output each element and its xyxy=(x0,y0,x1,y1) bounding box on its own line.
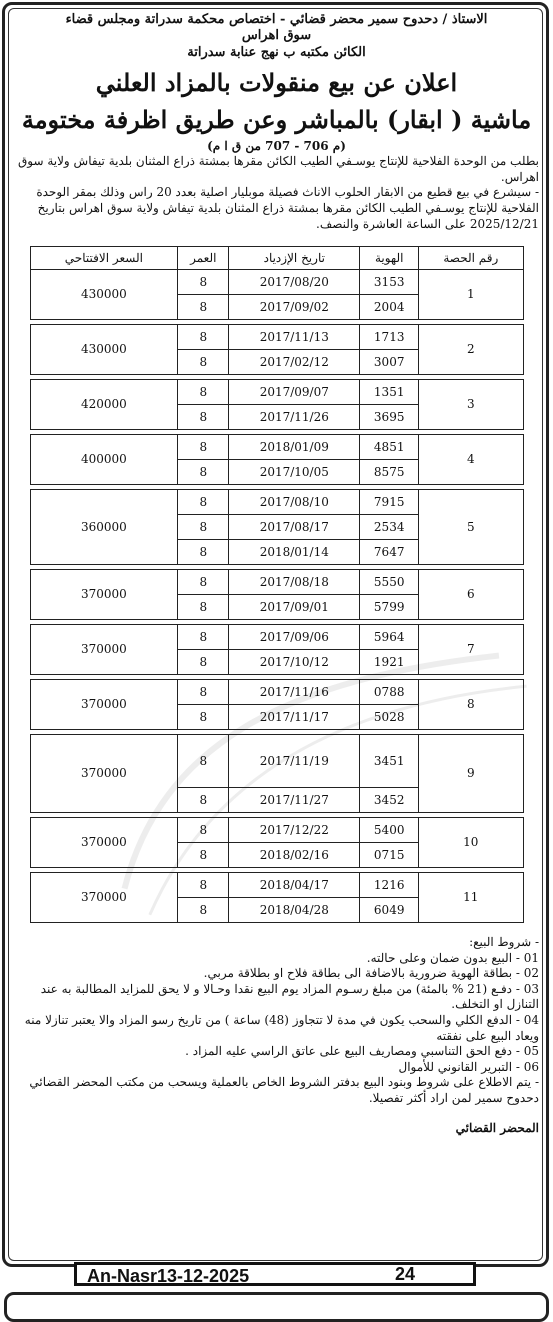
age-cell: 8 xyxy=(178,818,229,843)
animal-id-cell: 2534 xyxy=(360,515,419,540)
opening-price-cell: 400000 xyxy=(30,435,178,485)
bailiff-header xyxy=(14,12,539,61)
sale-conditions xyxy=(14,935,539,1107)
age-cell: 8 xyxy=(178,295,229,320)
birth-date-cell: 2018/01/09 xyxy=(229,435,360,460)
birth-date-cell: 2017/10/12 xyxy=(229,650,360,675)
opening-price-cell: 430000 xyxy=(30,325,178,375)
age-cell: 8 xyxy=(178,843,229,868)
header-line-2: سوق اهراس xyxy=(241,28,312,44)
lots-table-body xyxy=(30,270,523,923)
age-cell: 8 xyxy=(178,873,229,898)
lot-number-cell: 3 xyxy=(419,380,523,430)
opening-price-cell: 370000 xyxy=(30,873,178,923)
legal-reference: (م 706 - 707 من ق ا م) xyxy=(207,139,346,154)
animal-id-cell: 5799 xyxy=(360,595,419,620)
animal-id-cell: 7915 xyxy=(360,490,419,515)
opening-price-cell: 370000 xyxy=(30,680,178,730)
birth-date-cell: 2017/08/20 xyxy=(229,270,360,295)
age-cell: 8 xyxy=(178,515,229,540)
opening-price-cell: 430000 xyxy=(30,270,178,320)
birth-date-cell: 2017/11/26 xyxy=(229,405,360,430)
animal-id-cell: 0715 xyxy=(360,843,419,868)
header-line-1: الاستاذ / دحدوح سمير محضر قضائي - اختصاص محكمة سدراتة ومجلس قضاء xyxy=(65,12,488,27)
col-lot-header: رقم الحصة xyxy=(419,247,523,270)
birth-date-cell: 2018/04/28 xyxy=(229,898,360,923)
birth-date-cell: 2017/11/27 xyxy=(229,788,360,813)
announcement xyxy=(14,12,539,1252)
birth-date-cell: 2018/01/14 xyxy=(229,540,360,565)
birth-date-cell: 2017/08/10 xyxy=(229,490,360,515)
animal-id-cell: 3452 xyxy=(360,788,419,813)
animal-id-cell: 2004 xyxy=(360,295,419,320)
col-date-header: تاريخ الإزدياد xyxy=(229,247,360,270)
col-price-header: السعر الافتتاحي xyxy=(30,247,178,270)
birth-date-cell: 2017/11/16 xyxy=(229,680,360,705)
next-announcement-border xyxy=(4,1292,549,1322)
table-header-row xyxy=(30,247,523,270)
animal-id-cell: 3451 xyxy=(360,735,419,788)
age-cell: 8 xyxy=(178,625,229,650)
lot-number-cell: 4 xyxy=(419,435,523,485)
birth-date-cell: 2017/10/05 xyxy=(229,460,360,485)
age-cell: 8 xyxy=(178,350,229,375)
table-row xyxy=(30,490,523,515)
age-cell: 8 xyxy=(178,898,229,923)
lot-number-cell: 1 xyxy=(419,270,523,320)
condition-item: 01 - البيع بدون ضمان وعلى حالته. xyxy=(366,950,539,965)
condition-item: 04 - الدفع الكلي والسحب يكون في مدة لا تتجاوز (48) ساعة ) من تاريخ رسو المزاد والا يعتبر تنازلا منه ويعاد البيع على نفقته xyxy=(24,1013,539,1043)
opening-price-cell: 360000 xyxy=(30,490,178,565)
age-cell: 8 xyxy=(178,325,229,350)
age-cell: 8 xyxy=(178,270,229,295)
birth-date-cell: 2017/11/13 xyxy=(229,325,360,350)
animal-id-cell: 6049 xyxy=(360,898,419,923)
age-cell: 8 xyxy=(178,460,229,485)
age-cell: 8 xyxy=(178,540,229,565)
conditions-heading: - شروط البيع: xyxy=(469,935,539,950)
lot-number-cell: 11 xyxy=(419,873,523,923)
age-cell: 8 xyxy=(178,405,229,430)
intro-paragraph-1: بطلب من الوحدة الفلاحية للإنتاج يوسـفي الطيب الكائن مقرها بمشتة ذراع المثنان بلدية تيفاش ولاية سوق اهراس. xyxy=(17,154,539,184)
animal-id-cell: 5028 xyxy=(360,705,419,730)
age-cell: 8 xyxy=(178,705,229,730)
birth-date-cell: 2017/02/12 xyxy=(229,350,360,375)
table-row xyxy=(30,873,523,898)
lot-number-cell: 8 xyxy=(419,680,523,730)
animal-id-cell: 1216 xyxy=(360,873,419,898)
animal-id-cell: 1713 xyxy=(360,325,419,350)
signature: المحضر القضائي xyxy=(455,1120,539,1135)
opening-price-cell: 370000 xyxy=(30,735,178,813)
table-row xyxy=(30,680,523,705)
table-row xyxy=(30,570,523,595)
footer-bar xyxy=(74,1262,476,1286)
condition-item: 02 - بطاقة الهوية ضرورية بالاضافة الى بطاقة فلاح او بطلاقة مربي. xyxy=(203,966,539,981)
col-id-header: الهوية xyxy=(360,247,419,270)
animal-id-cell: 8575 xyxy=(360,460,419,485)
table-row xyxy=(30,380,523,405)
animal-id-cell: 3695 xyxy=(360,405,419,430)
page-title: اعلان عن بيع منقولات بالمزاد العلني xyxy=(95,67,458,97)
age-cell: 8 xyxy=(178,380,229,405)
opening-price-cell: 420000 xyxy=(30,380,178,430)
condition-item: 05 - دفع الحق التناسبي ومصاريف البيع على عاتق الراسي عليه المزاد . xyxy=(185,1044,539,1059)
age-cell: 8 xyxy=(178,788,229,813)
animal-id-cell: 7647 xyxy=(360,540,419,565)
age-cell: 8 xyxy=(178,595,229,620)
animal-id-cell: 3153 xyxy=(360,270,419,295)
page-subtitle: ماشية ( ابقار) بالمباشر وعن طريق اظرفة مختومة xyxy=(21,104,532,134)
lot-number-cell: 7 xyxy=(419,625,523,675)
birth-date-cell: 2017/09/02 xyxy=(229,295,360,320)
age-cell: 8 xyxy=(178,680,229,705)
animal-id-cell: 1351 xyxy=(360,380,419,405)
birth-date-cell: 2018/02/16 xyxy=(229,843,360,868)
animal-id-cell: 1921 xyxy=(360,650,419,675)
intro-paragraph-2: - سيشرع في بيع قطيع من الابقار الحلوب الاناث فصيلة موبليار اصلية بعدد 20 راس وذلك بمقر الوحدة الفلاحية للإنتاج يوسـفي الطيب الكائن مقرها بمشتة ذراع المثنان بلدية تيفاش ولاية سوق اهراس بتاريخ 2025/12/21 على الساعة العاشرة والنصف. xyxy=(36,185,539,231)
table-row xyxy=(30,325,523,350)
lot-number-cell: 2 xyxy=(419,325,523,375)
birth-date-cell: 2017/09/01 xyxy=(229,595,360,620)
birth-date-cell: 2017/08/18 xyxy=(229,570,360,595)
opening-price-cell: 370000 xyxy=(30,570,178,620)
birth-date-cell: 2017/08/17 xyxy=(229,515,360,540)
birth-date-cell: 2017/09/07 xyxy=(229,380,360,405)
animal-id-cell: 4851 xyxy=(360,435,419,460)
table-row xyxy=(30,270,523,295)
animal-id-cell: 5400 xyxy=(360,818,419,843)
birth-date-cell: 2017/09/06 xyxy=(229,625,360,650)
col-age-header: العمر xyxy=(178,247,229,270)
animal-id-cell: 5550 xyxy=(360,570,419,595)
table-row xyxy=(30,735,523,788)
condition-item: 06 - التبرير القانوني للأموال xyxy=(398,1059,539,1074)
table-row xyxy=(30,435,523,460)
birth-date-cell: 2017/11/17 xyxy=(229,705,360,730)
lots-table xyxy=(30,246,524,923)
animal-id-cell: 5964 xyxy=(360,625,419,650)
table-row xyxy=(30,625,523,650)
header-line-3: الكائن مكتبه ب نهج عنابة سدراتة xyxy=(187,44,366,60)
condition-item: 03 - دفـع (21 % بالمئة) من مبلغ رسـوم المزاد يوم البيع نقدا وحـالا و لا يحق للمزايد المطالبة به عند التنازل او التخلف. xyxy=(40,981,539,1012)
age-cell: 8 xyxy=(178,735,229,788)
lot-number-cell: 5 xyxy=(419,490,523,565)
age-cell: 8 xyxy=(178,570,229,595)
lot-number-cell: 6 xyxy=(419,570,523,620)
opening-price-cell: 370000 xyxy=(30,818,178,868)
publication-date: An-Nasr13-12-2025 xyxy=(87,1266,250,1286)
page-number: 24 xyxy=(395,1264,416,1284)
birth-date-cell: 2017/12/22 xyxy=(229,818,360,843)
birth-date-cell: 2018/04/17 xyxy=(229,873,360,898)
animal-id-cell: 0788 xyxy=(360,680,419,705)
lot-number-cell: 10 xyxy=(419,818,523,868)
lot-number-cell: 9 xyxy=(419,735,523,813)
birth-date-cell: 2017/11/19 xyxy=(229,735,360,788)
age-cell: 8 xyxy=(178,650,229,675)
age-cell: 8 xyxy=(178,490,229,515)
condition-item: - يتم الاطلاع على شروط وبنود البيع بدفتر الشروط الخاص بالعملية ويسحب من مكتب المحضر القضائي دحدوح سمير لمن اراد أكثر تفصيلا. xyxy=(29,1075,539,1106)
animal-id-cell: 3007 xyxy=(360,350,419,375)
opening-price-cell: 370000 xyxy=(30,625,178,675)
age-cell: 8 xyxy=(178,435,229,460)
table-row xyxy=(30,818,523,843)
